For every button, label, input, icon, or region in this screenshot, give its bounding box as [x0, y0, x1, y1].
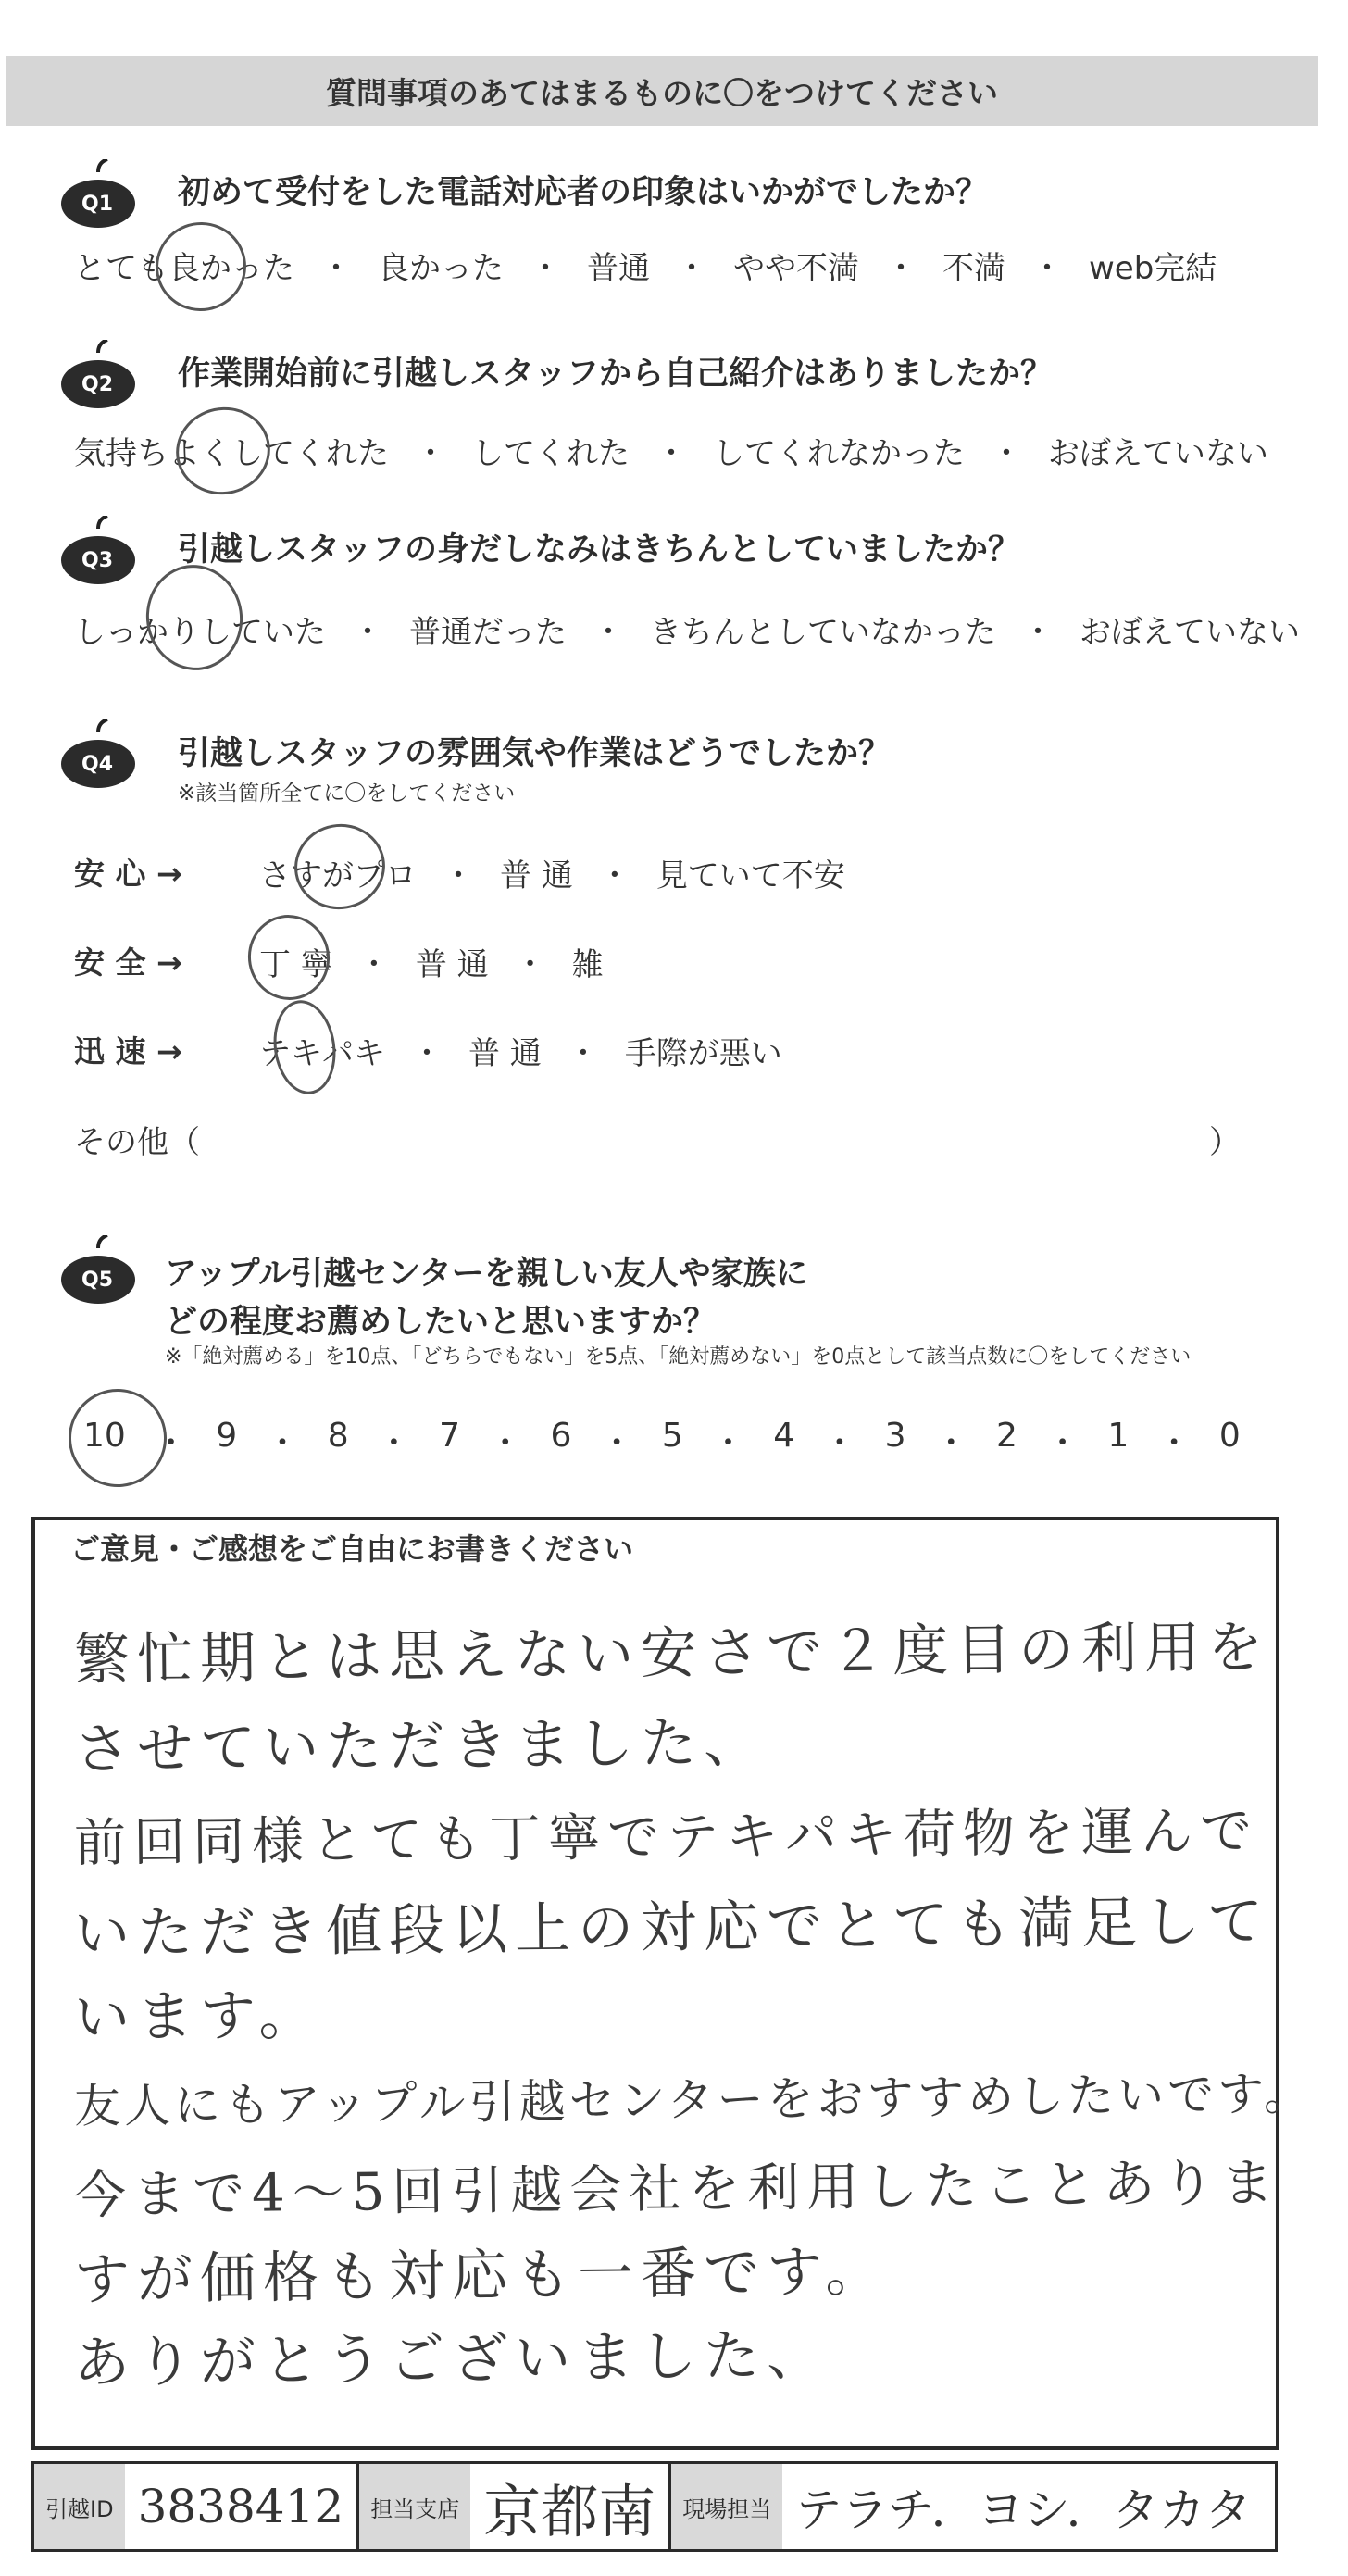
q3-option-1[interactable]: しっかりしていた — [74, 614, 326, 651]
q2-badge-label: Q2 — [81, 373, 114, 396]
q5-score-7[interactable]: 7 — [439, 1417, 460, 1455]
q5-question-line2: どの程度お薦めしたいと思いますか？ — [165, 1304, 717, 1341]
q1-question: 初めて受付をした電話対応者の印象はいかがでしたか？ — [178, 174, 989, 211]
q3-question: 引越しスタッフの身だしなみはきちんとしていましたか？ — [178, 531, 1021, 569]
header-title: 質問事項のあてはまるものに〇をつけてください — [326, 74, 998, 111]
q4-row1-option-2[interactable]: 普 通 — [500, 857, 573, 894]
q5-note: ※「絶対薦める」を10点、「どちらでもない」を5点、「絶対薦めない」を0点として該当点数に〇をしてください — [165, 1345, 1192, 1369]
q4-row2-selection-circle — [242, 908, 337, 1007]
q1-option-4[interactable]: やや不満 — [733, 250, 859, 287]
q4-row1-selection-circle — [288, 817, 392, 917]
q4-other-close: ） — [1209, 1124, 1241, 1161]
footer-branch-cell — [359, 2464, 671, 2549]
footer-info — [31, 2461, 1278, 2552]
q5-question-line1: アップル引越センターを親しい友人や家族に — [165, 1256, 808, 1293]
q1-option-6[interactable]: web完結 — [1089, 250, 1217, 287]
q4-note: ※該当箇所全てに〇をしてください — [178, 782, 516, 806]
q1-option-3[interactable]: 普通 — [587, 250, 650, 287]
footer-id-label: 引越ID — [34, 2464, 125, 2549]
q4-row2-option-2[interactable]: 普 通 — [415, 946, 489, 983]
q1-badge — [57, 176, 139, 231]
q4-row3-selection-circle — [268, 996, 342, 1098]
q5-score-2[interactable]: 2 — [996, 1417, 1017, 1455]
q4-row-speed-label: 迅 速 → — [74, 1033, 182, 1069]
q5-score-6[interactable]: 6 — [550, 1417, 572, 1455]
footer-branch-label: 担当支店 — [359, 2464, 470, 2549]
q5-badge — [57, 1252, 139, 1307]
q2-option-3[interactable]: してくれなかった — [713, 435, 965, 472]
comment-title: ご意見・ご感想をご自由にお書きください — [70, 1532, 634, 1567]
q3-option-4[interactable]: おぼえていない — [1080, 614, 1300, 651]
q3-option-3[interactable]: きちんとしていなかった — [650, 614, 996, 651]
comment-line-9: ありがとうございました、 — [73, 2322, 830, 2396]
footer-staff-cell — [671, 2464, 1275, 2549]
q4-row1-option-1[interactable]: さすがプロ — [259, 857, 417, 894]
q3-options: しっかりしていた ・ 普通だった ・ きちんとしていなかった ・ おぼえていない — [74, 606, 1300, 652]
q3-badge — [57, 532, 139, 588]
q4-row-speed-options: テキパキ ・ 普 通 ・ 手際が悪い — [259, 1028, 782, 1073]
q5-score-1[interactable]: 1 — [1107, 1417, 1130, 1455]
comment-line-5: います。 — [73, 1982, 322, 2051]
q5-score-scale: 10 ・ 9 ・ 8 ・ 7 ・ 6 ・ 5 ・ 4 ・ 3 ・ 2 ・ 1 ・ 0 — [83, 1417, 1241, 1462]
q4-row3-option-1[interactable]: テキパキ — [259, 1035, 385, 1072]
q5-selection-circle — [64, 1384, 171, 1492]
q4-badge-label: Q4 — [81, 753, 114, 776]
q5-score-3[interactable]: 3 — [884, 1417, 906, 1455]
comment-line-2: させていただきました、 — [73, 1710, 768, 1782]
q4-row-security-label: 安 全 → — [74, 944, 182, 981]
q5-score-10[interactable]: 10 — [83, 1417, 126, 1455]
q4-other-label: その他（ — [74, 1124, 200, 1161]
comment-line-4: いただき値段以上の対応でとても満足して — [73, 1889, 1271, 1967]
q2-selection-circle — [168, 398, 278, 503]
q3-badge-label: Q3 — [81, 549, 114, 572]
q2-options: 気持ちよくしてくれた ・ してくれた ・ してくれなかった ・ おぼえていない — [74, 428, 1268, 473]
q4-row1-option-3[interactable]: 見ていて不安 — [655, 857, 845, 894]
q5-score-5[interactable]: 5 — [661, 1417, 683, 1455]
q2-option-4[interactable]: おぼえていない — [1048, 435, 1268, 472]
q2-badge — [57, 356, 139, 412]
q2-option-2[interactable]: してくれた — [472, 435, 630, 472]
q5-score-9[interactable]: 9 — [216, 1417, 238, 1455]
q4-row3-option-2[interactable]: 普 通 — [468, 1035, 542, 1072]
q5-badge-label: Q5 — [81, 1269, 114, 1292]
q2-question: 作業開始前に引越しスタッフから自己紹介はありましたか？ — [178, 356, 1054, 393]
q3-option-2[interactable]: 普通だった — [409, 614, 567, 651]
q4-badge — [57, 736, 139, 792]
q4-question: 引越しスタッフの雰囲気や作業はどうでしたか？ — [178, 735, 892, 772]
q4-row-safety-options: さすがプロ ・ 普 通 ・ 見ていて不安 — [259, 850, 845, 895]
q4-row2-option-3[interactable]: 雑 — [571, 946, 604, 983]
q4-row-safety-label: 安 心 → — [74, 856, 182, 892]
q1-badge-label: Q1 — [81, 193, 114, 216]
footer-branch-value: 京都南 — [483, 2477, 656, 2545]
q1-selection-circle — [148, 215, 253, 319]
footer-id-value: 3838412 — [137, 2480, 344, 2533]
comment-line-6: 友人にもアップル引越センターをおすすめしたいです。 — [73, 2066, 1315, 2134]
comment-line-3: 前回同様とても丁寧でテキパキ荷物を運んで — [73, 1801, 1260, 1874]
q5-score-8[interactable]: 8 — [327, 1417, 349, 1455]
q4-row-security-options: 丁 寧 ・ 普 通 ・ 雑 — [259, 939, 604, 984]
q4-other-row — [74, 1117, 1241, 1162]
q3-selection-circle — [140, 558, 250, 676]
comment-line-1: 繁忙期とは思えない安さで２度目の利用を — [73, 1615, 1271, 1693]
comment-line-8: すが価格も対応も一番です。 — [73, 2239, 889, 2313]
q4-row3-option-3[interactable]: 手際が悪い — [624, 1035, 782, 1072]
comment-line-7: 今まで4～5回引越会社を利用したことありま — [73, 2153, 1281, 2226]
q1-options: とても良かった ・ 良かった ・ 普通 ・ やや不満 ・ 不満 ・ web完結 — [74, 243, 1217, 288]
q5-score-4[interactable]: 4 — [773, 1417, 795, 1455]
q2-option-1[interactable]: 気持ちよくしてくれた — [74, 435, 389, 472]
footer-staff-value: テラチ．ヨシ．タカタ — [795, 2483, 1252, 2537]
q1-option-1[interactable]: とても良かった — [74, 250, 294, 287]
q4-row2-option-1[interactable]: 丁 寧 — [259, 946, 332, 983]
footer-id-cell — [34, 2464, 359, 2549]
q5-score-0[interactable]: 0 — [1218, 1417, 1241, 1455]
q1-option-2[interactable]: 良かった — [378, 250, 504, 287]
q1-option-5[interactable]: 不満 — [942, 250, 1005, 287]
page-header — [6, 56, 1318, 126]
footer-staff-label: 現場担当 — [671, 2464, 782, 2549]
